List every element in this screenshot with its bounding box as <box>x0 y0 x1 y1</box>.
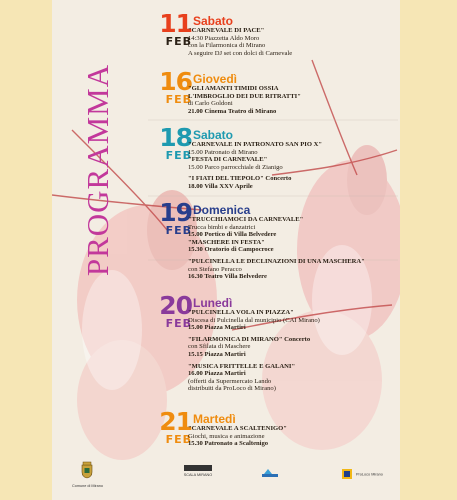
event-details <box>188 85 400 115</box>
event-month: FEB <box>165 93 192 106</box>
proloco-mark-icon <box>342 469 352 479</box>
event-line: 15.00 Parco parrocchiale di Zianigo <box>188 163 283 171</box>
event-line: 16.00 Piazza Martiri <box>188 370 246 378</box>
event-line: con la Filarmonica di Mirano <box>188 42 266 50</box>
event-weekday: Lunedì <box>193 296 233 310</box>
event-line: 15.00 Portico di Villa Belvedere <box>188 231 277 239</box>
event-month: FEB <box>165 433 192 446</box>
event-line: 16.30 Teatro Villa Belvedere <box>188 273 267 281</box>
event-line: 15.00 Piazza Martiri <box>188 324 246 332</box>
event-day: 19 <box>159 198 192 227</box>
comune-label: Comune di Mirano <box>72 484 104 488</box>
partner-mark-icon <box>262 468 278 478</box>
event-line: "FESTA DI CARNEVALE" <box>188 156 268 164</box>
scala-label: SCALA MIRANO <box>183 473 213 477</box>
event-line: (offerti da Supermercato Lando <box>188 377 272 385</box>
event-line: 14:30 Piazzetta Aldo Moro <box>188 34 260 42</box>
event-line: "CARNEVALE IN PATRONATO SAN PIO X" <box>188 141 323 148</box>
event-month: FEB <box>165 35 192 48</box>
event-line: 18.00 Villa XXV Aprile <box>188 182 253 190</box>
event-weekday: Domenica <box>193 203 251 217</box>
programma-title: PROGRAMMA <box>80 63 115 277</box>
event-line: "FILARMONICA DI MIRANO" Concerto <box>188 335 311 343</box>
event-weekday: Sabato <box>193 128 234 142</box>
poster <box>52 0 400 500</box>
event-month: FEB <box>165 317 192 330</box>
event-weekday: Martedì <box>193 412 236 426</box>
event-line: distribuiti da ProLoco di Mirano) <box>188 385 276 393</box>
partner-logo <box>262 465 282 483</box>
comune-logo <box>72 461 102 488</box>
scala-logo <box>182 465 214 477</box>
event-line: Giochi, musica e animazione <box>188 432 265 440</box>
event-line: A seguire DJ set con dolci di Carnevale <box>188 49 293 57</box>
event-line: "I FIATI DEL TIEPOLO" Concerto <box>188 175 292 183</box>
event-month: FEB <box>165 149 192 162</box>
event-month: FEB <box>165 224 192 237</box>
event-line: Discesa di Pulcinella dal municipio (CAI Mirano) <box>188 316 320 324</box>
event-line: 21.00 Cinema Teatro di Mirano <box>188 107 277 115</box>
event-details <box>188 425 400 448</box>
event-details <box>188 309 400 393</box>
event-day: 20 <box>159 291 192 320</box>
event-line: Trucca bimbi e danzatrici <box>188 223 256 231</box>
event-details <box>188 27 400 57</box>
event-line: "CARNEVALE A SCALTENIGO" <box>188 425 287 432</box>
event-line: "PULCINELLA VOLA IN PIAZZA" <box>188 309 294 316</box>
event-line: con Sfilata di Maschere <box>188 343 251 351</box>
event-day: 21 <box>159 407 192 436</box>
event-line: "TRUCCHIAMOCI DA CARNEVALE" <box>188 216 304 223</box>
proloco-label: ProLoco Mirano <box>356 472 383 477</box>
event-weekday: Sabato <box>193 14 234 28</box>
event-line: con Stefano Peracco <box>188 265 242 273</box>
coat-of-arms-icon <box>80 461 94 479</box>
event-line: L'IMBROGLIO DEI DUE RITRATTI" <box>188 92 301 100</box>
event-line: 15.30 Oratorio di Campocroce <box>188 246 274 254</box>
event-line: "MUSICA FRITTELLE E GALANI" <box>188 362 296 370</box>
event-day: 16 <box>159 67 192 96</box>
event-line: "PULCINELLA LE DECLINAZIONI DI UNA MASCHERA" <box>188 257 365 265</box>
event-day: 11 <box>159 9 192 38</box>
event-details <box>188 216 400 281</box>
proloco-logo <box>342 465 392 483</box>
event-line: "CARNEVALE DI PACE" <box>188 27 265 34</box>
event-line: 15.30 Patronato a Scaltenigo <box>188 440 269 448</box>
event-details <box>188 141 400 191</box>
event-day: 18 <box>159 123 192 152</box>
event-weekday: Giovedì <box>193 72 238 86</box>
event-line: di Carlo Goldoni <box>188 100 233 108</box>
event-line: "GLI AMANTI TIMIDI OSSIA <box>188 85 279 92</box>
event-line: "MASCHERE IN FESTA" <box>188 238 265 246</box>
event-line: 15.00 Patronato di Mirano <box>188 148 258 156</box>
event-line: 15.15 Piazza Martiri <box>188 350 246 358</box>
footer-logos <box>52 461 400 495</box>
